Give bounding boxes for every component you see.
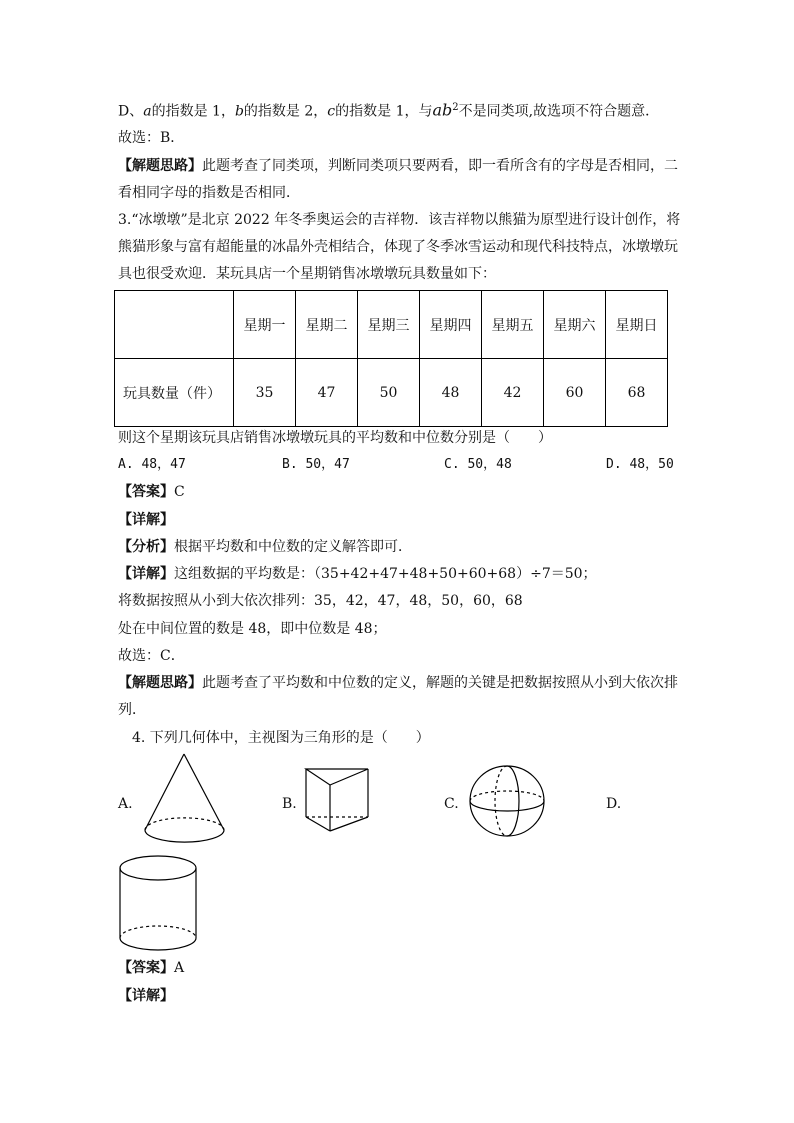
table-header-cell: 星期二 [296,291,358,359]
q4-option-c-label: C. [444,796,459,812]
cone-figure [140,752,230,846]
q3-stem-line1: 3.“冰墩墩”是北京 2022 年冬季奥运会的吉祥物．该吉祥物以熊猫为原型进行设计创作，将 [118,212,681,228]
answer-label: 【答案】 [118,484,174,500]
q3-stem-line3: 具也很受欢迎．某玩具店一个星期销售冰墩墩玩具数量如下： [118,266,496,282]
idea-text: 此题考查了平均数和中位数的定义，解题的关键是把数据按照从小到大依次排 [202,675,678,691]
q2-idea-line1 [118,156,678,176]
term-exponent: 2 [452,102,459,113]
q3-option-b: B. 50，47 [282,457,350,472]
answer-value: C [174,484,185,500]
table-cell: 60 [544,359,606,427]
analysis-label: 【分析】 [118,539,174,555]
table-header-cell: 星期一 [234,291,296,359]
q3-analysis [118,537,412,557]
table-cell: 42 [482,359,544,427]
q3-answer [118,482,185,502]
detail2-label: 【详解】 [118,566,174,582]
q4-stem: 4. 下列几何体中，主视图为三角形的是（ ） [132,730,430,746]
answer-label: 【答案】 [118,960,174,976]
table-header-cell: 星期日 [606,291,668,359]
table-corner-cell [115,291,234,359]
text-tail: 不是同类项,故选项不符合题意． [458,103,660,120]
q4-option-a-label: A. [118,796,133,812]
table-header-cell: 星期五 [482,291,544,359]
q3-detail2 [118,564,597,584]
table-header-cell: 星期三 [358,291,420,359]
table-header-row [115,291,668,359]
q3-option-c: C. 50，48 [444,457,512,472]
table-header-cell: 星期六 [544,291,606,359]
table-cell: 48 [420,359,482,427]
idea-text: 此题考查了同类项，判断同类项只要两看，即一看所含有的字母是否相同，二 [202,158,678,174]
idea-label: 【解题思路】 [118,158,202,174]
q2-choose: 故选：B． [118,130,185,146]
table-header-cell: 星期四 [420,291,482,359]
q3-stem-line2: 熊猫形象与富有超能量的冰晶外壳相结合，体现了冬季冰雪运动和现代科技特点，冰墩墩玩 [118,239,678,255]
q3-question: 则这个星期该玩具店销售冰墩墩玩具的平均数和中位数分别是（ ） [118,430,552,446]
q2-idea-line2: 看相同字母的指数是否相同． [118,185,300,201]
q3-sorted-line: 将数据按照从小到大依次排列：35，42，47，48，50，60，68 [118,593,523,609]
q4-option-b-label: B. [282,796,297,812]
q3-option-d: D. 48，50 [606,457,674,472]
q2-option-d-line [118,98,659,122]
text-mid-c: 的指数是 1，与 [335,103,433,120]
table-cell: 47 [296,359,358,427]
sales-table [114,290,668,427]
triangular-prism-figure [302,765,374,835]
text-mid-b: 的指数是 2， [243,103,328,120]
table-cell: 50 [358,359,420,427]
var-b: b [234,103,244,120]
term-ab: ab [432,100,453,120]
table-row-label: 玩具数量（件） [115,359,234,427]
analysis-text: 根据平均数和中位数的定义解答即可． [174,539,412,555]
q3-option-a: A. 48，47 [118,457,186,472]
answer-value: A [174,960,185,976]
detail2-text: 这组数据的平均数是：（35+42+47+48+50+60+68）÷7＝50； [174,566,597,582]
q4-detail-label: 【详解】 [118,988,174,1004]
table-cell: 35 [234,359,296,427]
q3-idea-line1 [118,673,678,693]
option-d-prefix: D、 [118,103,144,120]
text-mid-a: 的指数是 1， [151,103,235,120]
idea-label: 【解题思路】 [118,675,202,691]
q3-choose: 故选：C． [118,648,185,664]
q4-option-d-label: D. [606,796,622,812]
var-a: a [143,103,152,120]
q3-idea-line2: 列． [118,702,146,718]
q3-median-line: 处在中间位置的数是 48，即中位数是 48； [118,621,387,637]
sphere-figure [466,763,548,839]
var-c: c [327,103,336,120]
q4-answer [118,958,184,978]
cylinder-figure [116,852,200,956]
q3-detail-label: 【详解】 [118,512,174,528]
table-cell: 68 [606,359,668,427]
table-row [115,359,668,427]
